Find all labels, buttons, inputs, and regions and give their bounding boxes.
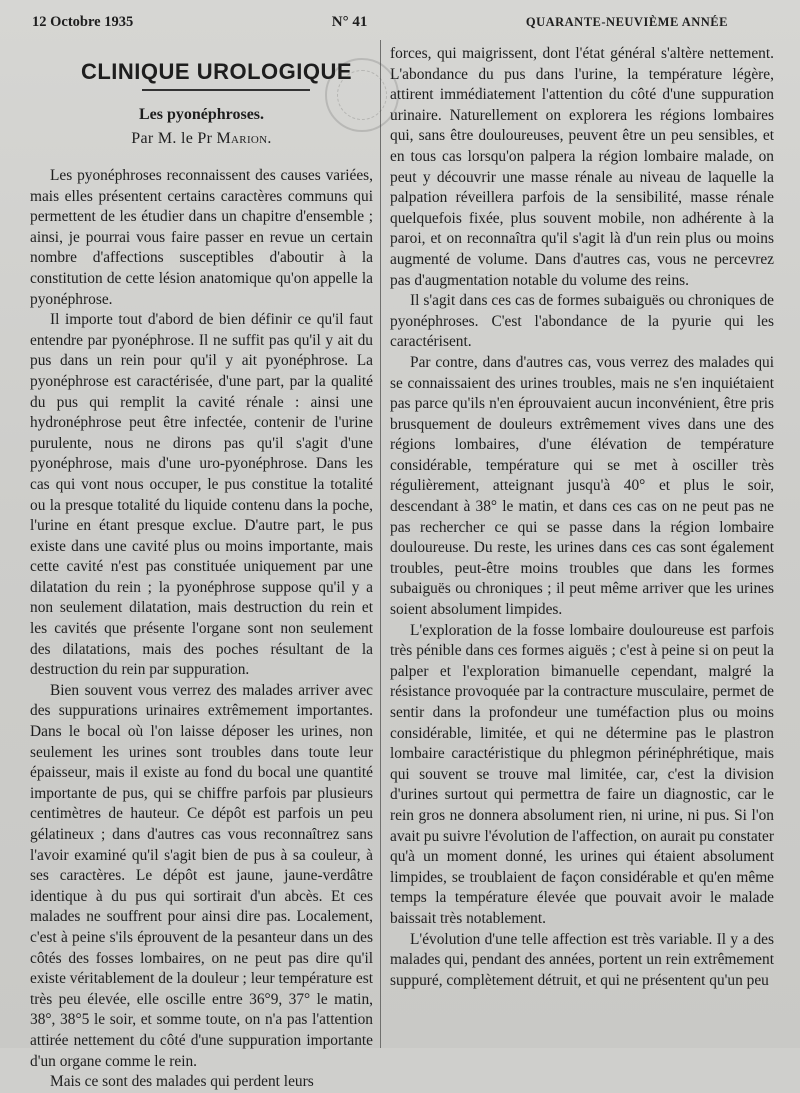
running-header (32, 14, 728, 31)
paragraph: Il s'agit dans ces cas de formes subaiguës ou chroniques de pyonéphroses. C'est l'abondance de la pyurie qui les caractérisent. (390, 292, 774, 351)
section-title: CLINIQUE UROLOGIQUE (80, 59, 353, 84)
right-column (390, 44, 774, 1048)
issue-number: N° 41 (331, 14, 368, 30)
paragraph-continuation: forces, qui maigrissent, dont l'état général s'altère nettement. L'abondance du pus dans l'urine, la température légère, attirent immédiatement l'attention du côté d'une suppuration urinaire. Naturellement on explorera les régions lombaires qui, sans être douloureuses, peuvent être un peu sensibles, et en tous cas lorsqu'on palpera la région lombaire malade, on peut y découvrir une masse rénale au niveau de laquelle la palpation réveillera parfois de la sensibilité, masse rénale quelquefois fixée, plus souvent mobile, non adhérente à la paroi, et on reconnaîtra qu'il s'agit là d'un rein plus ou moins augmenté de volume. Dans d'autres cas, vous ne percevrez pas d'augmentation notable du volume des reins. (390, 45, 774, 289)
paragraph: L'évolution d'une telle affection est très variable. Il y a des malades qui, pendant des années, portent un rein extrêmement suppuré, complètement détruit, et qui ne présentent qu'un peu (390, 930, 774, 989)
paragraph: Par contre, dans d'autres cas, vous verrez des malades qui se connaissaient des urines troubles, mais ne s'en inquiétaient pas parce qu'ils n'en éprouvaient aucun inconvénient, être pris brusquement de douleurs extrêmement vives dans une des régions lombaires, d'une élévation de température considérable, température qui se met à osciller très régulièrement, atteignant jusqu'à 40° et plus le soir, descendant à 38° le matin, et dans ces cas on ne peut pas ne pas rechercher ce qui se passe dans la région lombaire douloureuse. Du reste, les urines dans ces cas sont également troubles, peut-être moins troubles que dans les formes subaiguës ou chroniques ; il peut même arriver que les urines soient absolument limpides. (390, 353, 774, 619)
paragraph: Mais ce sont des malades qui perdent leurs (50, 1073, 314, 1091)
byline (30, 128, 373, 150)
author-name: Marion. (216, 130, 272, 147)
column-divider (380, 40, 381, 1048)
paragraph: L'exploration de la fosse lombaire douloureuse est parfois très pénible dans ces formes aiguës ; c'est à peine si on peut la palper et l'exploration bimanuelle cependant, malgré la résistance provoquée par la contracture musculaire, permet de sentir dans la profondeur une tuméfaction plus ou moins considérable, limitée, et qui ne détermine pas le plastron lombaire caractéristique du phlegmon périnéphrétique, mais qui souvent se trouve mal limitée, car, c'est la division d'urines surtout qui permettra de faire un diagnostic, car le rein gros ne donnera absolument rien, ni urine, ni pus. Si l'on avait pu suivre l'évolution de l'affection, on aurait pu constater qu'à un moment donné, les urines qui étaient absolument limpides, se troublaient de façon considérable et qu'en même temps la température élevée que pouvait avoir le malade baissait très notablement. (390, 621, 774, 927)
paragraph: Bien souvent vous verrez des malades arriver avec des suppurations urinaires extrêmement importantes. Dans le bocal où l'on laisse déposer les urines, non seulement les urines sont troubles dans toute leur épaisseur, mais il existe au fond du bocal une quantité importante de pus, qui se chiffre parfois par plusieurs centimètres de hauteur. Ce dépôt est parfois un peu gélatineux ; dans d'autres cas vous reconnaîtrez sans l'avoir examiné qu'il s'agit bien de pus à sa couleur, à ses caractères. Le dépôt est jaune, jaune-verdâtre identique à du pus qui sortirait d'un abcès. Et ces malades ne souffrent pour ainsi dire pas. Localement, c'est à peine s'ils éprouvent de la pesanteur dans un des côtés des fosses lombaires, on ne peut pas dire qu'il existe véritablement de la douleur ; leur température est très peu élevée, elle oscille entre 36°9, 37° le matin, 38°, 38°5 le soir, et somme toute, on n'a pas l'attention attirée nettement du côté d'une suppuration importante d'un organe comme le rein. (30, 681, 373, 1070)
title-underline (142, 89, 310, 91)
article-title: Les pyonéphroses. (138, 106, 265, 123)
left-column (30, 44, 373, 1091)
volume-year: QUARANTE-NEUVIÈME ANNÉE (525, 15, 728, 29)
paragraph: Il importe tout d'abord de bien définir ce qu'il faut entendre par pyonéphrose. Il ne suffit pas qu'il y ait du pus dans un rein pour qu'il y ait pyonéphrose. La pyonéphrose est caractérisée, d'une part, par la qualité du pus qui remplit la cavité rénale : ainsi une hydronéphrose peut être infectée, contenir de l'urine purulente, nous ne dirons pas qu'il s'agit d'une pyonéphrose, mais d'une uro-pyonéphrose. Dans les cas qui vont nous occuper, le pus constitue la totalité ou la presque totalité du liquide contenu dans la poche, l'urine en étant presque exclue. D'autre part, le pus existe dans une cavité plus ou moins importante, mais cette cavité n'est pas constituée uniquement par une dilatation du rein ; la pyonéphrose suppose qu'il y a non seulement dilatation, mais destruction du rein et les cavités que présente l'organe sont non seulement des dilatations, mais des poches résultant de la destruction du rein par suppuration. (30, 311, 373, 679)
paragraph: Les pyonéphroses reconnaissent des causes variées, mais elles présentent certains caractères communs qui permettent de les étudier dans un chapitre d'ensemble ; ainsi, je pourrai vous faire passer en revue un certain nombre d'affections susceptibles d'aboutir à la constitution de cette lésion anatomique qu'on appelle la pyonéphrose. (30, 167, 373, 308)
issue-date: 12 Octobre 1935 (32, 14, 134, 30)
byline-prefix: Par M. le Pr (131, 130, 217, 147)
